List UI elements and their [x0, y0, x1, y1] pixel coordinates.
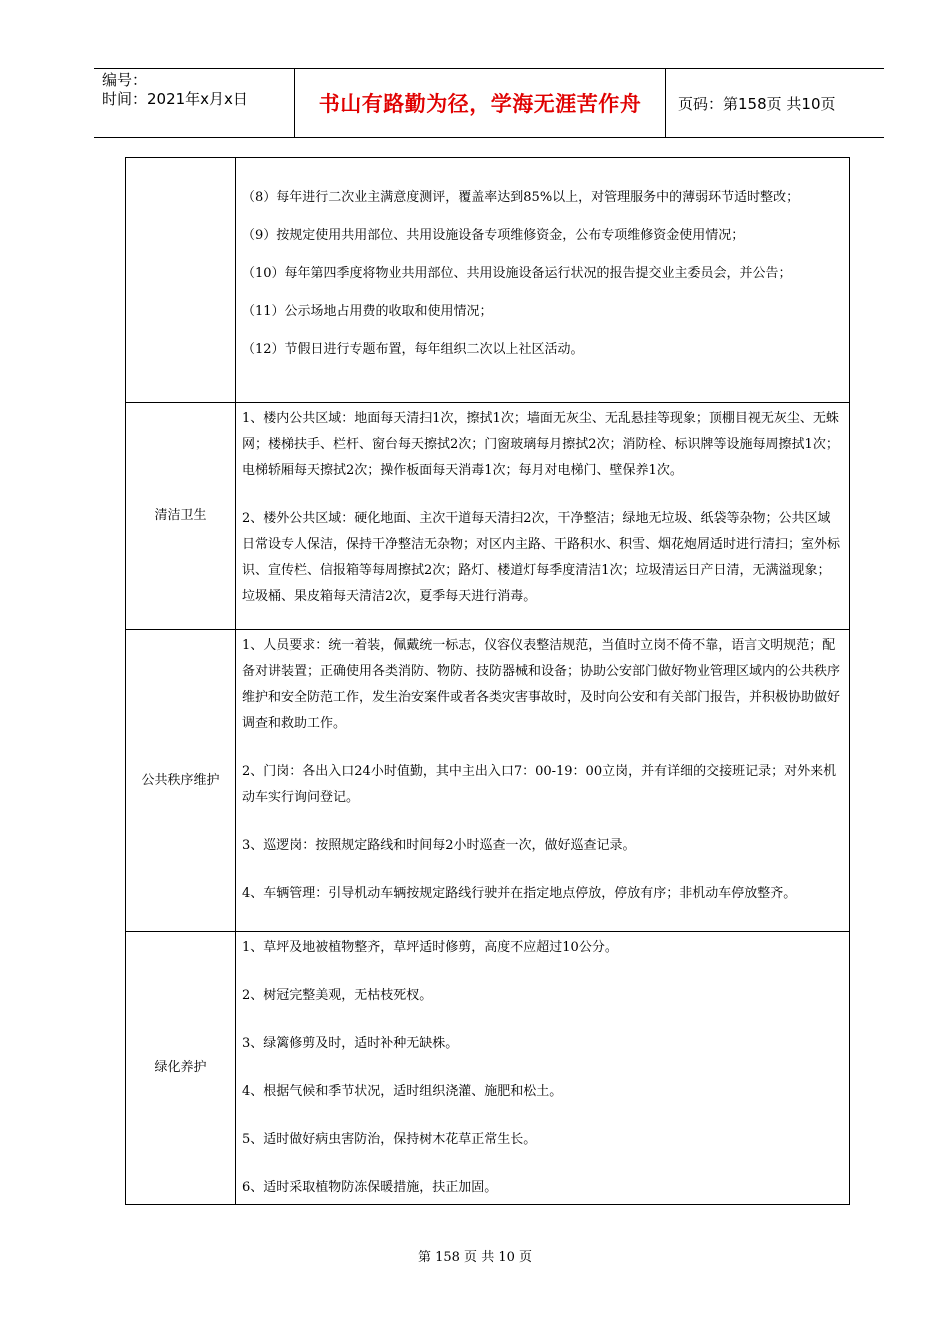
list-item: 4、根据气候和季节状况，适时组织浇灌、施肥和松土。	[242, 1084, 563, 1099]
row-content	[236, 403, 850, 630]
row-category: 绿化养护	[126, 932, 236, 1205]
list-item: 1、草坪及地被植物整齐，草坪适时修剪，高度不应超过10公分。	[242, 940, 618, 955]
document-time: 时间：2021年x月x日	[102, 90, 248, 108]
list-item: 1、人员要求：统一着装，佩戴统一标志，仪容仪表整洁规范，当值时立岗不倚不靠，语言文明规范；配备对讲装置；正确使用各类消防、物防、技防器械和设备；协助公安部门做好物业管理区域内的公共秩序维护和安全防范工作，发生治安案件或者各类灾害事故时，及时向公安和有关部门报告，并积极协助做好调查和救助工作。	[242, 638, 841, 731]
list-item: 1、楼内公共区域：地面每天清扫1次，擦拭1次；墙面无灰尘、无乱悬挂等现象；顶棚目视无灰尘、无蛛网；楼梯扶手、栏杆、窗台每天擦拭2次；门窗玻璃每月擦拭2次；消防栓、标识牌等设施每周擦拭1次；电梯轿厢每天擦拭2次；操作板面每天消毒1次；每月对电梯门、壁保养1次。	[242, 411, 839, 478]
service-standards-table	[125, 157, 850, 1205]
row-category	[126, 158, 236, 403]
list-item: （9）按规定使用共用部位、共用设施设备专项维修资金，公布专项维修资金使用情况；	[242, 228, 745, 243]
list-item: （10）每年第四季度将物业共用部位、共用设施设备运行状况的报告提交业主委员会，并公告；	[242, 266, 792, 281]
list-item: 2、门岗：各出入口24小时值勤，其中主出入口7：00-19：00立岗，并有详细的交接班记录；对外来机动车实行询问登记。	[242, 764, 837, 805]
page-footer	[0, 1246, 950, 1265]
row-category: 清洁卫生	[126, 403, 236, 630]
header-meta	[94, 69, 294, 137]
header-motto: 书山有路勤为径，学海无涯苦作舟	[294, 69, 666, 137]
row-content	[236, 932, 850, 1205]
row-category: 公共秩序维护	[126, 630, 236, 932]
row-content	[236, 630, 850, 932]
list-item: 2、树冠完整美观，无枯枝死杈。	[242, 988, 433, 1003]
row-content	[236, 158, 850, 403]
document-number-label: 编号：	[102, 71, 148, 89]
list-item: （11）公示场地占用费的收取和使用情况；	[242, 304, 493, 319]
list-item: 6、适时采取植物防冻保暖措施，扶正加固。	[242, 1180, 498, 1195]
list-item: 2、楼外公共区域：硬化地面、主次干道每天清扫2次，干净整洁；绿地无垃圾、纸袋等杂物；公共区域日常设专人保洁，保持干净整洁无杂物；对区内主路、干路积水、积雪、烟花炮屑适时进行清扫；室外标识、宣传栏、信报箱等每周擦拭2次；路灯、楼道灯每季度清洁1次；垃圾清运日产日清，无满溢现象；垃圾桶、果皮箱每天清洁2次，夏季每天进行消毒。	[242, 511, 841, 604]
table-row	[126, 630, 850, 932]
list-item: 5、适时做好病虫害防治，保持树木花草正常生长。	[242, 1132, 537, 1147]
table-row	[126, 158, 850, 403]
list-item: （12）节假日进行专题布置，每年组织二次以上社区活动。	[242, 342, 584, 357]
page-header	[94, 68, 884, 138]
list-item: （8）每年进行二次业主满意度测评，覆盖率达到85%以上，对管理服务中的薄弱环节适时整改；	[242, 190, 800, 205]
table-row	[126, 403, 850, 630]
list-item: 4、车辆管理：引导机动车辆按规定路线行驶并在指定地点停放，停放有序；非机动车停放整齐。	[242, 886, 797, 901]
list-item: 3、绿篱修剪及时，适时补种无缺株。	[242, 1036, 459, 1051]
footer-page-number: 第 158 页 共 10 页	[417, 1250, 533, 1265]
header-page-info: 页码：第158页 共10页	[678, 94, 836, 113]
list-item: 3、巡逻岗：按照规定路线和时间每2小时巡查一次，做好巡查记录。	[242, 838, 636, 853]
table-row	[126, 932, 850, 1205]
